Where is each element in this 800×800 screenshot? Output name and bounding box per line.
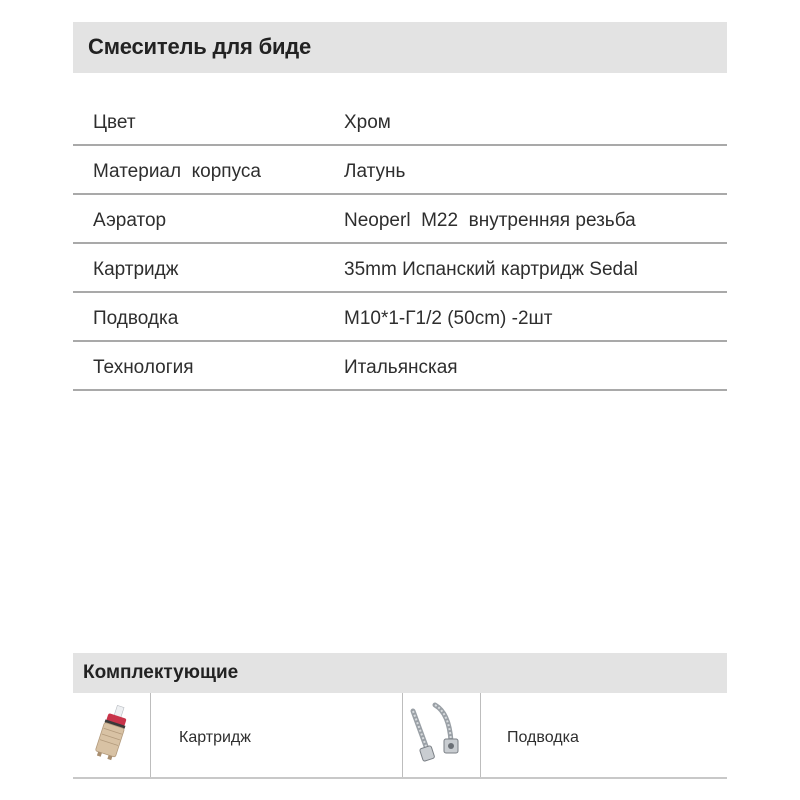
components-header [73, 653, 727, 693]
spec-label: Подводка [93, 308, 179, 329]
component-label-cartridge: Картридж [179, 729, 251, 746]
spec-row-color [73, 97, 727, 146]
divider [480, 693, 481, 777]
hose-image-cell [403, 693, 480, 777]
spec-table [73, 97, 727, 391]
spec-row-aerator [73, 195, 727, 244]
spec-value: Итальянская [344, 357, 458, 378]
spec-label: Аэратор [93, 210, 167, 231]
spec-label: Технология [93, 357, 194, 378]
component-label-hose: Подводка [507, 729, 579, 746]
spec-value: Латунь [344, 161, 406, 182]
spec-value: 35mm Испанский картридж Sedal [344, 259, 638, 280]
hose-icon [403, 693, 480, 777]
spec-row-material [73, 146, 727, 195]
spec-row-cartridge [73, 244, 727, 293]
spec-row-technology [73, 342, 727, 391]
cartridge-icon [73, 693, 150, 777]
spec-value: Neoperl M22 внутренняя резьба [344, 210, 636, 231]
cartridge-image-cell [73, 693, 150, 777]
spec-label: Картридж [93, 259, 179, 280]
spec-value: Хром [344, 112, 391, 133]
title-bar [73, 22, 727, 73]
spec-row-hose [73, 293, 727, 342]
spec-label: Материал корпуса [93, 161, 261, 182]
divider [150, 693, 151, 777]
components-row [73, 693, 727, 779]
page-title: Смеситель для биде [88, 34, 312, 59]
spec-label: Цвет [93, 112, 136, 133]
spec-value: M10*1-Г1/2 (50cm) -2шт [344, 308, 553, 329]
components-title: Комплектующие [83, 662, 239, 683]
